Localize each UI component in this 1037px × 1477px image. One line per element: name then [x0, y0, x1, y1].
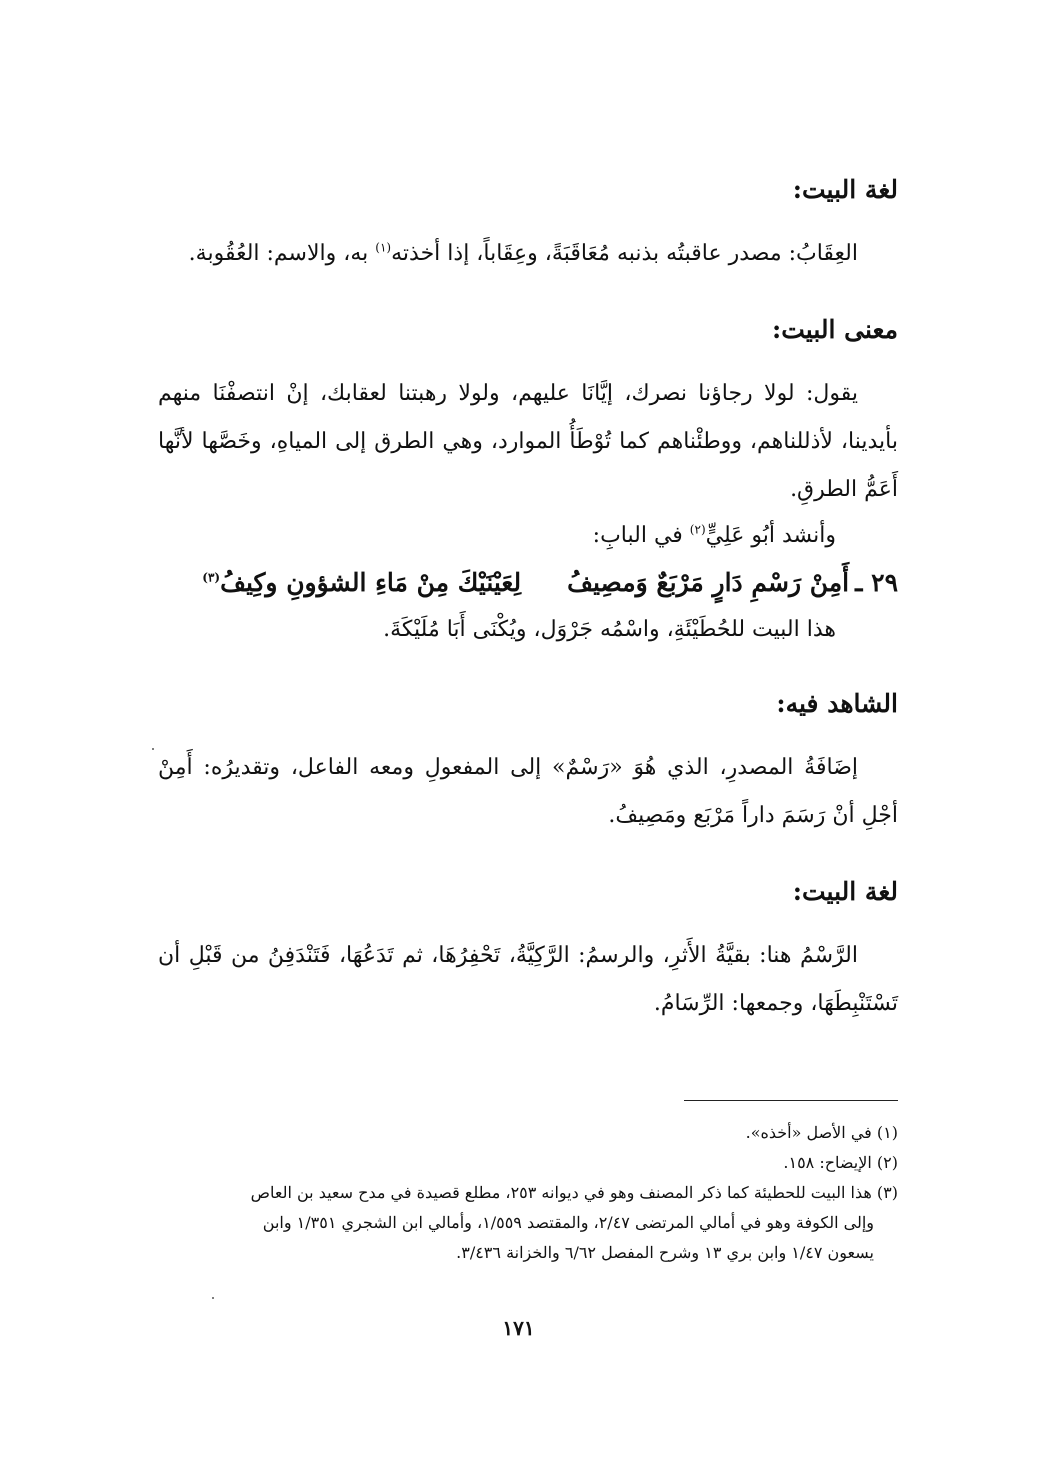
paragraph-language-1	[158, 230, 898, 278]
verse-first-hemistich: أَمِنْ رَسْمِ دَارٍ مَرْبَعٌ وَمصِيفُ	[567, 568, 850, 597]
paragraph-text: العِقَابُ: مصدر عاقبتُه بذنبه مُعَاقَبَةً، وعِقَاباً، إذا أخذته	[391, 241, 858, 266]
verse-intro-text: وأنشد أبُو عَلِيٍّ	[705, 523, 836, 548]
spacer	[158, 840, 898, 872]
verse-line	[158, 558, 898, 608]
footnote-3-line-3: يسعون ١/٤٧ وابن بري ١٣ وشرح المفصل ٦/٦٢ والخزانة ٣/٤٣٦.	[456, 1243, 874, 1262]
section-heading-language-2: لغة البيت:	[792, 877, 898, 906]
footnote-3-line-1: (٣) هذا البيت للحطيئة كما ذكر المصنف وهو في ديوانه ٢٥٣، مطلع قصيدة في مدح سعيد بن العاص	[250, 1183, 898, 1202]
paragraph-meaning: يقول: لولا رجاؤنا نصرك، إيَّانَا عليهم، ولولا رهبتنا لعقابك، إنْ انتصفْنَا منهم بأيدينا، لأذللناهم، ووطئْناهم كما تُوْطَأُ الموارد، وهي الطرق إلى المياهِ، وخَصَّها لأنَّها أَعَمُّ الطرقِ.	[158, 381, 898, 502]
scan-speck	[212, 1297, 214, 1299]
footnote-ref-2[interactable]: (٢)	[689, 522, 706, 537]
verse-second-hemistich	[202, 558, 521, 608]
footnote-3-line-2: وإلى الكوفة وهو في أمالي المرتضى ٢/٤٧، والمقتصد ١/٥٥٩، وأمالي ابن الشجري ١/٣٥١ وابن	[262, 1213, 874, 1232]
section-heading-meaning: معنى البيت:	[772, 315, 898, 344]
page-number: ١٧١	[502, 1316, 535, 1340]
verse-intro	[158, 514, 898, 558]
scan-speck	[152, 748, 154, 750]
footnote-ref-1[interactable]: (١)	[375, 240, 392, 255]
section-heading-language-1: لغة البيت:	[792, 175, 898, 204]
footnote-ref-3[interactable]: (٣)	[202, 570, 221, 585]
verse-second-hemistich-text: لِعَيْنَيْكَ مِنْ مَاءِ الشؤونِ وكِيفُ	[220, 568, 522, 597]
verse-attribution: هذا البيت للحُطَيْئَةِ، واسْمُه جَرْوَل، ويُكْنَى أَبَا مُلَيْكَةَ.	[383, 617, 836, 642]
spacer	[158, 652, 898, 684]
spacer	[158, 350, 898, 370]
verse-intro-tail: في البابِ:	[592, 523, 690, 548]
footnote-divider	[684, 1100, 898, 1101]
spacer	[158, 210, 898, 230]
footnotes	[158, 1118, 898, 1268]
page-body	[158, 170, 898, 1028]
paragraph-text-tail: به، والاسم: العُقُوبة.	[188, 241, 376, 266]
footnote-1: (١) في الأصل «أخذه».	[745, 1123, 898, 1142]
footnote-2: (٢) الإيضاح: ١٥٨.	[783, 1153, 898, 1172]
paragraph-language-2: الرَّسْمُ هنا: بقيَّةُ الأَثرِ، والرسمُ: الرَّكِيَّةُ، تَحْفِرُهَا، ثم تَدَعُهَا، فَتَنْدَفِنُ من قَبْلِ أن تَسْتَنْبِطَهَا، وجمعها: الرِّسَامُ.	[158, 943, 898, 1016]
spacer	[158, 724, 898, 744]
section-heading-evidence: الشاهد فيه:	[776, 689, 898, 718]
paragraph-evidence: إضَافَةُ المصدرِ، الذي هُوَ «رَسْمٌ» إلى المفعولِ ومعه الفاعل، وتقديرُه: أَمِنْ أجْلِ أنْ رَسَمَ داراً مَرْبَع ومَصِيفُ.	[158, 755, 898, 828]
spacer	[158, 278, 898, 310]
spacer	[158, 912, 898, 932]
verse-number: ٢٩ ـ	[855, 568, 898, 597]
